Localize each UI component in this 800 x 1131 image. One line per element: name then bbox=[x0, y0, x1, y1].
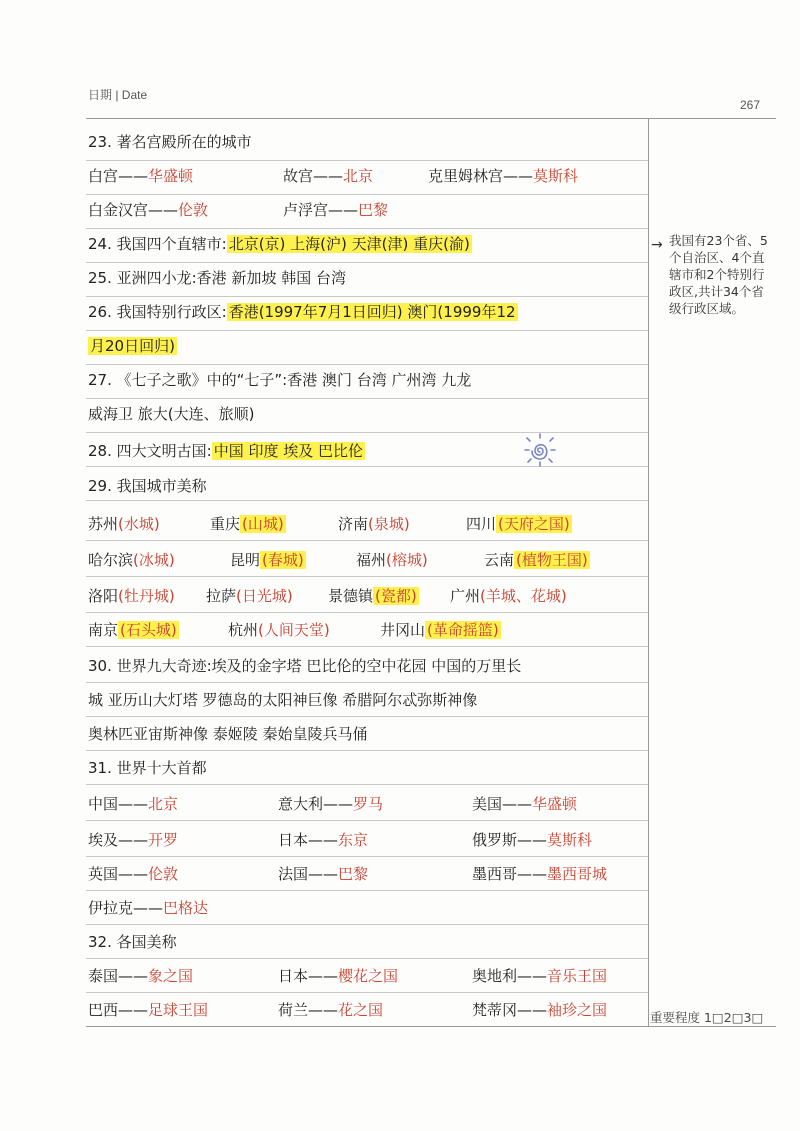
palace-entry bbox=[283, 196, 388, 224]
entry-value: 东京 bbox=[338, 831, 369, 849]
ruled-line bbox=[86, 716, 648, 717]
city-entry bbox=[230, 546, 306, 574]
entry-value: 墨西哥城 bbox=[547, 865, 608, 883]
arrow-right-icon: → bbox=[651, 237, 663, 253]
entry-key: 荷兰—— bbox=[278, 1001, 339, 1019]
capital-entry bbox=[472, 860, 607, 888]
palace-entry bbox=[88, 162, 193, 190]
ruled-line bbox=[86, 612, 648, 613]
entry-value: 樱花之国 bbox=[338, 967, 399, 985]
capital-entry bbox=[88, 826, 178, 854]
s27-line-2: 威海卫 旅大(大连、旅顺) bbox=[88, 405, 255, 423]
entry-key: 白金汉宫—— bbox=[88, 201, 179, 219]
margin-divider bbox=[648, 118, 649, 1026]
entry-value: 音乐王国 bbox=[547, 967, 608, 985]
s28-highlight: 中国 印度 埃及 巴比伦 bbox=[213, 442, 363, 460]
entry-key: 景德镇 bbox=[328, 587, 374, 605]
s30-line-1: 30. 世界九大奇迹:埃及的金字塔 巴比伦的空中花园 中国的万里长 bbox=[88, 657, 522, 675]
entry-key: 法国—— bbox=[278, 865, 339, 883]
entry-value: (山城) bbox=[242, 515, 284, 533]
ruled-line bbox=[86, 646, 648, 647]
page-number: 267 bbox=[740, 98, 761, 112]
entry-value: 袖珍之国 bbox=[547, 1001, 608, 1019]
entry-key: 南京 bbox=[88, 621, 119, 639]
capital-entry bbox=[88, 894, 208, 922]
entry-key: 哈尔滨 bbox=[88, 551, 134, 569]
ruled-line bbox=[86, 958, 648, 959]
ruled-line bbox=[86, 330, 648, 331]
capital-entry bbox=[88, 790, 178, 818]
s28-line bbox=[88, 437, 365, 465]
entry-value: 伦敦 bbox=[148, 865, 179, 883]
ruled-line bbox=[86, 682, 648, 683]
entry-key: 济南 bbox=[338, 515, 369, 533]
entry-key: 四川 bbox=[466, 515, 497, 533]
nickname-entry bbox=[472, 962, 607, 990]
entry-key: 俄罗斯—— bbox=[472, 831, 548, 849]
ruled-line bbox=[86, 576, 648, 577]
spiral-doodle-icon bbox=[522, 432, 558, 468]
s26-line-1 bbox=[88, 298, 518, 326]
entry-key: 泰国—— bbox=[88, 967, 149, 985]
entry-key: 英国—— bbox=[88, 865, 149, 883]
entry-value: 花之国 bbox=[338, 1001, 384, 1019]
entry-key: 云南 bbox=[484, 551, 515, 569]
s30-line-3: 奥林匹亚宙斯神像 泰姬陵 秦始皇陵兵马俑 bbox=[88, 725, 368, 743]
ruled-line bbox=[86, 540, 648, 541]
ruled-line bbox=[86, 890, 648, 891]
ruled-line bbox=[86, 820, 648, 821]
s32-title: 32. 各国美称 bbox=[88, 933, 177, 951]
capital-entry bbox=[472, 790, 577, 818]
city-entry bbox=[484, 546, 590, 574]
s26-highlight: 香港(1997年7月1日回归) 澳门(1999年12 bbox=[228, 303, 516, 321]
entry-key: 奥地利—— bbox=[472, 967, 548, 985]
header-rule bbox=[86, 118, 776, 119]
entry-value: 华盛顿 bbox=[532, 795, 578, 813]
entry-key: 杭州 bbox=[228, 621, 259, 639]
entry-value: 足球王国 bbox=[148, 1001, 209, 1019]
entry-value: 罗马 bbox=[353, 795, 384, 813]
s24-line bbox=[88, 230, 472, 258]
city-entry bbox=[228, 616, 330, 644]
entry-key: 日本—— bbox=[278, 967, 339, 985]
palace-entry bbox=[428, 162, 578, 190]
entry-key: 故宫—— bbox=[283, 167, 344, 185]
capital-entry bbox=[88, 860, 178, 888]
entry-key: 巴西—— bbox=[88, 1001, 149, 1019]
city-entry bbox=[88, 510, 160, 538]
entry-key: 伊拉克—— bbox=[88, 899, 164, 917]
entry-value: 伦敦 bbox=[178, 201, 209, 219]
entry-value: 开罗 bbox=[148, 831, 179, 849]
city-entry bbox=[88, 582, 175, 610]
capital-entry bbox=[278, 790, 383, 818]
entry-key: 卢浮宫—— bbox=[283, 201, 359, 219]
entry-key: 中国—— bbox=[88, 795, 149, 813]
entry-value: 巴黎 bbox=[338, 865, 369, 883]
s27-line-1: 27. 《七子之歌》中的“七子”:香港 澳门 台湾 广州湾 九龙 bbox=[88, 371, 472, 389]
entry-value: 北京 bbox=[343, 167, 374, 185]
ruled-line bbox=[86, 500, 648, 501]
footer-rule bbox=[86, 1026, 776, 1027]
entry-value: (人间天堂) bbox=[258, 621, 330, 639]
importance-rating: 重要程度 1□2□3□ bbox=[650, 1010, 764, 1025]
entry-key: 井冈山 bbox=[380, 621, 426, 639]
nickname-entry bbox=[278, 996, 383, 1024]
s26-highlight: 月20日回归) bbox=[90, 337, 175, 355]
entry-key: 拉萨 bbox=[206, 587, 237, 605]
city-entry bbox=[356, 546, 428, 574]
ruled-line bbox=[86, 364, 648, 365]
entry-value: (水城) bbox=[118, 515, 160, 533]
ruled-line bbox=[86, 750, 648, 751]
entry-value: 巴格达 bbox=[163, 899, 209, 917]
entry-key: 埃及—— bbox=[88, 831, 149, 849]
entry-key: 墨西哥—— bbox=[472, 865, 548, 883]
entry-value: (瓷都) bbox=[375, 587, 417, 605]
entry-key: 日本—— bbox=[278, 831, 339, 849]
capital-entry bbox=[278, 860, 368, 888]
entry-value: 象之国 bbox=[148, 967, 194, 985]
entry-key: 梵蒂冈—— bbox=[472, 1001, 548, 1019]
entry-key: 洛阳 bbox=[88, 587, 119, 605]
s25-line: 25. 亚洲四小龙:香港 新加坡 韩国 台湾 bbox=[88, 269, 346, 287]
ruled-line bbox=[86, 160, 648, 161]
ruled-line bbox=[86, 432, 648, 433]
side-note: 我国有23个省、5个自治区、4个直辖市和2个特别行政区,共计34个省级行政区域。 bbox=[669, 233, 768, 316]
s29-title: 29. 我国城市美称 bbox=[88, 477, 207, 495]
entry-value: (天府之国) bbox=[498, 515, 570, 533]
ruled-line bbox=[86, 992, 648, 993]
ruled-line bbox=[86, 228, 648, 229]
entry-value: 巴黎 bbox=[358, 201, 389, 219]
entry-value: (羊城、花城) bbox=[480, 587, 567, 605]
s31-title: 31. 世界十大首都 bbox=[88, 759, 207, 777]
entry-key: 昆明 bbox=[230, 551, 261, 569]
entry-value: (日光城) bbox=[236, 587, 293, 605]
entry-value: 北京 bbox=[148, 795, 179, 813]
nickname-entry bbox=[278, 962, 398, 990]
nickname-entry bbox=[88, 996, 208, 1024]
ruled-line bbox=[86, 924, 648, 925]
s28-prefix: 28. 四大文明古国: bbox=[88, 442, 212, 460]
entry-value: 莫斯科 bbox=[533, 167, 579, 185]
entry-value: (石头城) bbox=[120, 621, 177, 639]
city-entry bbox=[88, 616, 179, 644]
capital-entry bbox=[278, 826, 368, 854]
nickname-entry bbox=[472, 996, 607, 1024]
city-entry bbox=[328, 582, 419, 610]
s30-line-2: 城 亚历山大灯塔 罗德岛的太阳神巨像 希腊阿尔忒弥斯神像 bbox=[88, 691, 478, 709]
entry-value: 莫斯科 bbox=[547, 831, 593, 849]
city-entry bbox=[88, 546, 175, 574]
city-entry bbox=[466, 510, 572, 538]
entry-value: (春城) bbox=[262, 551, 304, 569]
date-label: 日期 | Date bbox=[88, 88, 148, 102]
ruled-line bbox=[86, 262, 648, 263]
entry-value: (牡丹城) bbox=[118, 587, 175, 605]
entry-key: 白宫—— bbox=[88, 167, 149, 185]
nickname-entry bbox=[88, 962, 193, 990]
s26-prefix: 26. 我国特别行政区: bbox=[88, 303, 227, 321]
entry-value: (冰城) bbox=[133, 551, 175, 569]
ruled-line bbox=[86, 398, 648, 399]
capital-entry bbox=[472, 826, 592, 854]
entry-key: 克里姆林宫—— bbox=[428, 167, 534, 185]
city-entry bbox=[450, 582, 567, 610]
ruled-line bbox=[86, 784, 648, 785]
palace-entry bbox=[88, 196, 208, 224]
entry-value: (革命摇篮) bbox=[427, 621, 499, 639]
entry-key: 广州 bbox=[450, 587, 481, 605]
s24-highlight: 北京(京) 上海(沪) 天津(津) 重庆(渝) bbox=[228, 235, 470, 253]
entry-key: 美国—— bbox=[472, 795, 533, 813]
s23-title: 23. 著名宫殿所在的城市 bbox=[88, 133, 252, 151]
palace-entry bbox=[283, 162, 373, 190]
entry-key: 意大利—— bbox=[278, 795, 354, 813]
entry-value: 华盛顿 bbox=[148, 167, 194, 185]
entry-value: (泉城) bbox=[368, 515, 410, 533]
city-entry bbox=[206, 582, 293, 610]
city-entry bbox=[338, 510, 410, 538]
city-entry bbox=[210, 510, 286, 538]
ruled-line bbox=[86, 856, 648, 857]
s24-prefix: 24. 我国四个直辖市: bbox=[88, 235, 227, 253]
ruled-line bbox=[86, 194, 648, 195]
city-entry bbox=[380, 616, 501, 644]
entry-value: (植物王国) bbox=[516, 551, 588, 569]
entry-key: 福州 bbox=[356, 551, 387, 569]
entry-value: (榕城) bbox=[386, 551, 428, 569]
ruled-line bbox=[86, 296, 648, 297]
ruled-line bbox=[86, 466, 648, 467]
entry-key: 重庆 bbox=[210, 515, 241, 533]
entry-key: 苏州 bbox=[88, 515, 119, 533]
s26-line-2 bbox=[88, 332, 177, 360]
